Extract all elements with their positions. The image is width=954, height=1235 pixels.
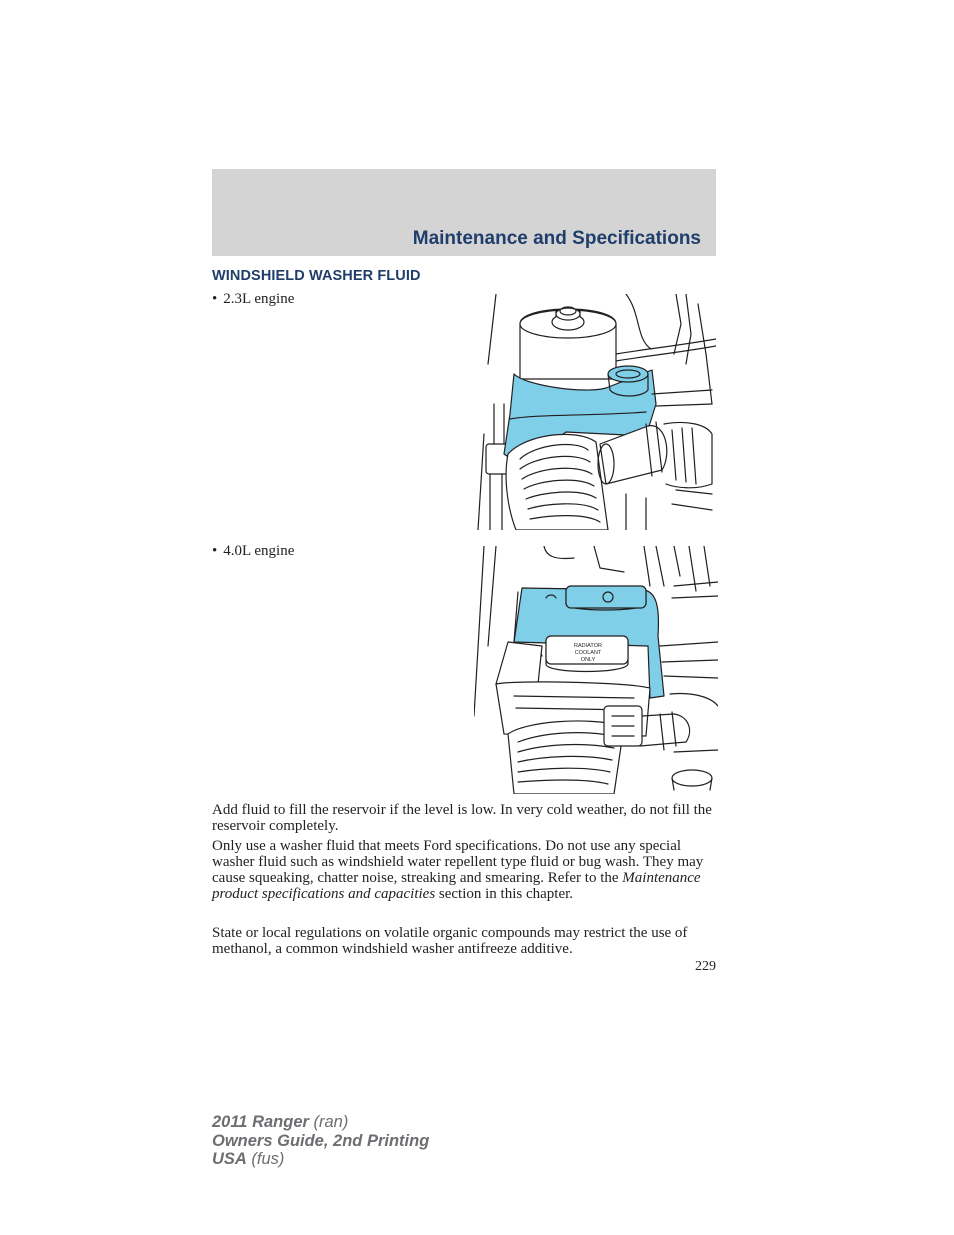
cap-label-line-2: COOLANT — [574, 650, 602, 656]
footer-market: USA — [212, 1150, 247, 1168]
engine-4-0l-illustration — [474, 546, 718, 794]
engine-2-3l-illustration — [476, 294, 716, 530]
bullet-label: 2.3L engine — [223, 291, 295, 307]
bullet-label: 4.0L engine — [223, 543, 295, 559]
bullet-dot: • — [212, 543, 218, 559]
cap-label-line-1: RADIATOR — [574, 643, 602, 649]
chapter-title: Maintenance and Specifications — [412, 228, 701, 249]
chapter-header-band — [212, 169, 716, 256]
paragraph-text: Only use a washer fluid that meets Ford specifications. Do not use any special washer fluid such as windshield water repellent type fluid or bug wash. They may cause squeaking, chatter noise, streaking and smearing. Refer to the — [212, 838, 704, 886]
document-footer — [212, 1113, 429, 1169]
page-number: 229 — [695, 959, 716, 974]
paragraph-text: section in this chapter. — [435, 886, 574, 902]
bullet-engine-4-0l — [212, 543, 294, 560]
paragraph-washer-fluid-spec — [212, 838, 718, 902]
paragraph-fill-instructions: Add fluid to fill the reservoir if the level is low. In very cold weather, do not fill the reservoir completely. — [212, 802, 712, 834]
footer-line-3 — [212, 1150, 429, 1169]
footer-market-code: (fus) — [246, 1150, 285, 1168]
section-title: WINDSHIELD WASHER FLUID — [212, 268, 421, 284]
footer-line-2: Owners Guide, 2nd Printing — [212, 1131, 430, 1150]
footer-model-code: (ran) — [308, 1113, 349, 1131]
footer-line-1 — [212, 1113, 429, 1132]
cap-label-line-3: ONLY — [580, 657, 596, 663]
cross-reference: Maintenance product specifications and capacities — [212, 870, 701, 902]
paragraph-methanol-regulation: State or local regulations on volatile organic compounds may restrict the use of methanol, a common windshield washer antifreeze additive. — [212, 925, 688, 957]
bullet-dot: • — [212, 291, 218, 307]
bullet-engine-2-3l — [212, 291, 294, 308]
footer-model: 2011 Ranger — [212, 1113, 309, 1131]
